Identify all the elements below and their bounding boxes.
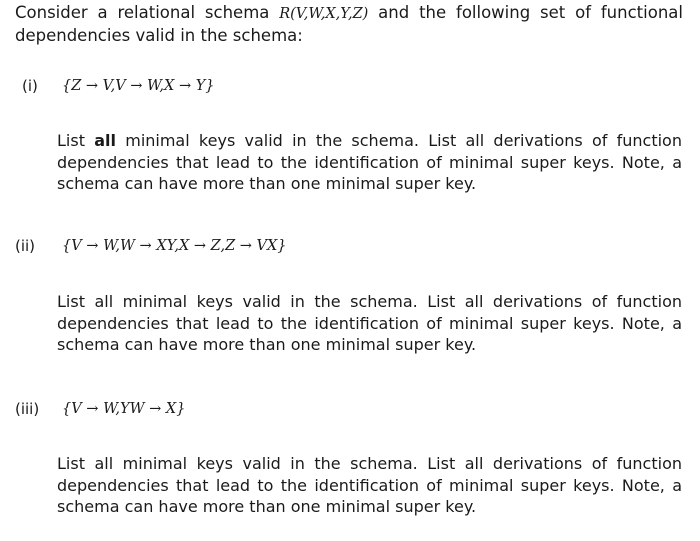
intro-text-after: and the following set of functional dependencies valid in the schema: [15,3,683,45]
item-label-iii: (iii) [15,400,40,418]
dependency-set-i: {Z → V,V → W,X → Y} [62,78,215,94]
dependency-set-iii: {V → W,YW → X} [62,401,186,417]
task-text-iii: List all minimal keys valid in the schema. List all derivations of function dependencies that lead to the identification of minimal super keys. Note, a schema can have more than one minimal super key. [57,454,682,516]
schema-notation: R(V,W,X,Y,Z) [279,6,369,22]
intro-text-before: Consider a relational schema [15,3,280,22]
task-rest-i: minimal keys valid in the schema. List all derivations of function dependencies that lead to the identification of minimal super keys. Note, a schema can have more than one minimal super key. [57,131,682,193]
dependency-set-ii: {V → W,W → XY,X → Z,Z → VX} [62,238,287,254]
task-text-ii: List all minimal keys valid in the schema. List all derivations of function dependencies that lead to the identification of minimal super keys. Note, a schema can have more than one minimal super key. [57,292,682,354]
item-label-i: (i) [22,77,38,95]
item-label-ii: (ii) [15,237,36,255]
task-lead-i: List [57,131,95,150]
problem-intro [15,2,683,46]
task-emphasis-all: all [94,131,116,150]
task-text-i [57,130,682,195]
